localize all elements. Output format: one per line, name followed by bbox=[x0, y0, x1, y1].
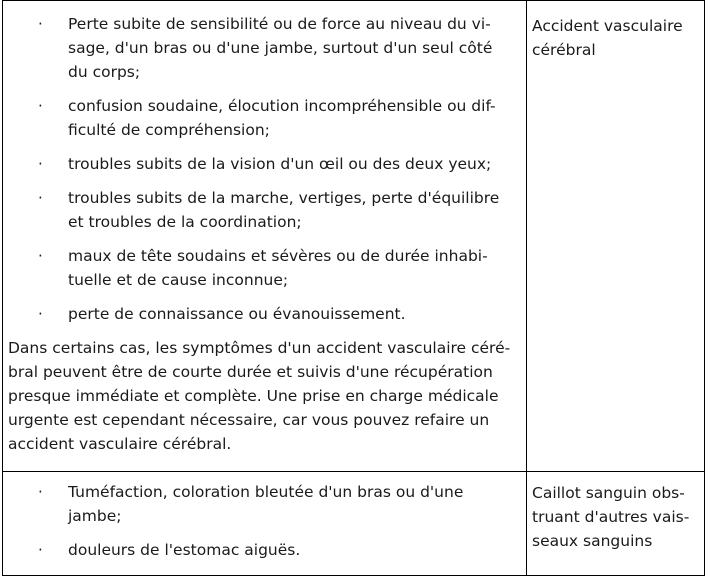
bullet-line: sage, d'un bras ou d'une jambe, surtout d'un seul côté bbox=[68, 39, 493, 57]
table-top-border bbox=[2, 0, 705, 1]
bullet-line: perte de connaissance ou évanouissement. bbox=[68, 305, 406, 323]
bullet-line: troubles subits de la vision d'un œil ou des deux yeux; bbox=[68, 155, 492, 173]
bullet-dot: · bbox=[38, 483, 43, 501]
bullet-line: et troubles de la coordination; bbox=[68, 213, 302, 231]
bullet-item bbox=[8, 538, 520, 562]
bullet-line: confusion soudaine, élocution incompréhensible ou dif- bbox=[68, 97, 496, 115]
bullet-dot: · bbox=[38, 189, 43, 207]
bullet-line: du corps; bbox=[68, 63, 141, 81]
bullet-item bbox=[8, 480, 520, 528]
condition-line: seaux sanguins bbox=[532, 532, 653, 550]
condition-line: Accident vasculaire bbox=[532, 17, 683, 35]
bullet-item bbox=[8, 152, 520, 176]
condition-line: truant d'autres vais- bbox=[532, 508, 690, 526]
bullet-dot: · bbox=[38, 155, 43, 173]
bullet-line: troubles subits de la marche, vertiges, perte d'équilibre bbox=[68, 189, 500, 207]
row2-condition-cell bbox=[532, 481, 697, 553]
bullet-line: Perte subite de sensibilité ou de force au niveau du vi- bbox=[68, 15, 491, 33]
table-bottom-border bbox=[2, 575, 705, 576]
paragraph-line: presque immédiate et complète. Une prise en charge médicale bbox=[8, 387, 499, 405]
condition-line: cérébral bbox=[532, 41, 596, 59]
row2-symptoms-cell bbox=[8, 480, 520, 562]
paragraph-line: bral peuvent être de courte durée et suivis d'une récupération bbox=[8, 363, 493, 381]
row-divider bbox=[2, 471, 705, 472]
table-right-border bbox=[704, 0, 705, 576]
bullet-item bbox=[8, 244, 520, 292]
bullet-line: douleurs de l'estomac aiguës. bbox=[68, 541, 301, 559]
column-divider bbox=[526, 0, 527, 576]
bullet-dot: · bbox=[38, 15, 43, 33]
bullet-line: maux de tête soudains et sévères ou de durée inhabi- bbox=[68, 247, 488, 265]
paragraph-line: accident vasculaire cérébral. bbox=[8, 435, 232, 453]
bullet-item bbox=[8, 12, 520, 84]
paragraph-line: Dans certains cas, les symptômes d'un accident vasculaire céré- bbox=[8, 339, 511, 357]
bullet-line: ficulté de compréhension; bbox=[68, 121, 270, 139]
bullet-line: Tuméfaction, coloration bleutée d'un bras ou d'une bbox=[68, 483, 464, 501]
row1-symptoms-cell bbox=[8, 12, 520, 456]
row1-condition-cell bbox=[532, 14, 697, 62]
note-paragraph bbox=[8, 336, 520, 456]
bullet-item bbox=[8, 94, 520, 142]
bullet-line: jambe; bbox=[68, 507, 122, 525]
bullet-dot: · bbox=[38, 305, 43, 323]
bullet-dot: · bbox=[38, 541, 43, 559]
table-left-border bbox=[2, 0, 3, 576]
bullet-line: tuelle et de cause inconnue; bbox=[68, 271, 289, 289]
bullet-dot: · bbox=[38, 97, 43, 115]
bullet-item bbox=[8, 186, 520, 234]
paragraph-line: urgente est cependant nécessaire, car vous pouvez refaire un bbox=[8, 411, 490, 429]
condition-line: Caillot sanguin obs- bbox=[532, 484, 685, 502]
bullet-item bbox=[8, 302, 520, 326]
bullet-dot: · bbox=[38, 247, 43, 265]
